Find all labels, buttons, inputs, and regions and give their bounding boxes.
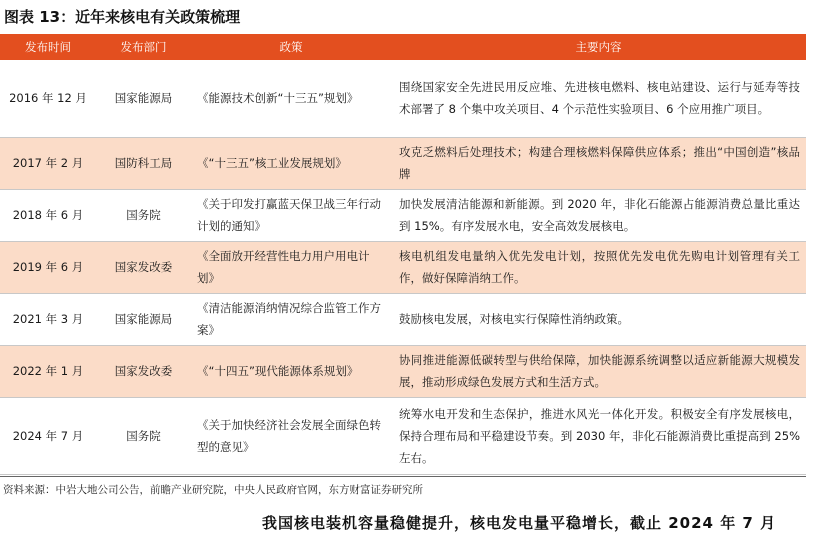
row-time: 2024 年 7 月 bbox=[12, 428, 84, 443]
header-main-content: 主要内容 bbox=[391, 34, 806, 60]
row-department: 国家能源局 bbox=[114, 312, 173, 326]
header-policy: 政策 bbox=[191, 34, 391, 60]
row-time: 2016 年 12 月 bbox=[9, 91, 87, 106]
table-row bbox=[0, 345, 806, 397]
row-content: 协同推进能源低碳转型与供给保障，加快能源系统调整以适应新能源大规模发展，推动形成绿色发展方式和生活方式。 bbox=[391, 345, 806, 397]
table-row bbox=[0, 293, 806, 345]
table-row bbox=[0, 60, 806, 137]
row-content: 统筹水电开发和生态保护，推进水风光一体化开发。积极安全有序发展核电，保持合理布局和平稳建设节奏。到 2030 年，非化石能源消费比重提高到 25%左右。 bbox=[399, 406, 800, 465]
row-time: 2018 年 6 月 bbox=[12, 208, 84, 222]
row-department: 国家发改委 bbox=[96, 345, 191, 397]
row-content: 攻克乏燃料后处理技术；构建合理核燃料保障供应体系；推出“中国创造”核品牌 bbox=[391, 137, 806, 189]
row-department: 国务院 bbox=[126, 428, 161, 443]
row-policy: 《全面放开经营性电力用户用电计划》 bbox=[191, 241, 391, 293]
row-department: 国务院 bbox=[126, 208, 161, 222]
source-divider bbox=[0, 476, 806, 477]
row-content: 核电机组发电量纳入优先发电计划，按照优先发电优先购电计划管理有关工作，做好保障消纳工作。 bbox=[391, 241, 806, 293]
row-content: 加快发展清洁能源和新能源。到 2020 年，非化石能源占能源消费总量比重达到 15%。有序发展水电，安全高效发展核电。 bbox=[399, 197, 800, 233]
row-time: 2019 年 6 月 bbox=[0, 241, 96, 293]
header-department: 发布部门 bbox=[96, 34, 191, 60]
row-content: 鼓励核电发展，对核电实行保障性消纳政策。 bbox=[399, 312, 629, 326]
row-time: 2022 年 1 月 bbox=[0, 345, 96, 397]
row-policy: 《能源技术创新“十三五”规划》 bbox=[197, 91, 359, 106]
policy-table bbox=[0, 34, 806, 475]
table-header-row bbox=[0, 34, 806, 60]
section-heading: 我国核电装机容量稳健提升，核电发电量平稳增长，截止 2024 年 7 月 bbox=[262, 514, 777, 532]
table-row bbox=[0, 189, 806, 241]
figure-title: 图表 13：近年来核电有关政策梳理 bbox=[4, 8, 241, 26]
source-note: 资料来源：中岩大地公司公告，前瞻产业研究院，中央人民政府官网，东方财富证券研究所 bbox=[3, 484, 423, 496]
table-row bbox=[0, 241, 806, 293]
row-policy: 《“十三五”核工业发展规划》 bbox=[191, 137, 391, 189]
row-department: 国家发改委 bbox=[96, 241, 191, 293]
table-row bbox=[0, 397, 806, 474]
row-policy: 《清洁能源消纳情况综合监管工作方案》 bbox=[197, 301, 381, 337]
row-time: 2021 年 3 月 bbox=[12, 312, 84, 326]
row-department: 国家能源局 bbox=[114, 91, 173, 106]
row-policy: 《关于印发打赢蓝天保卫战三年行动计划的通知》 bbox=[197, 197, 381, 233]
row-policy: 《“十四五”现代能源体系规划》 bbox=[191, 345, 391, 397]
row-department: 国防科工局 bbox=[96, 137, 191, 189]
row-time: 2017 年 2 月 bbox=[0, 137, 96, 189]
row-policy: 《关于加快经济社会发展全面绿色转型的意见》 bbox=[197, 417, 381, 454]
table-row bbox=[0, 137, 806, 189]
header-release-time: 发布时间 bbox=[0, 34, 96, 60]
row-content: 围绕国家安全先进民用反应堆、先进核电燃料、核电站建设、运行与延寿等技术部署了 8 个集中攻关项目、4 个示范性实验项目、6 个应用推广项目。 bbox=[399, 80, 800, 117]
